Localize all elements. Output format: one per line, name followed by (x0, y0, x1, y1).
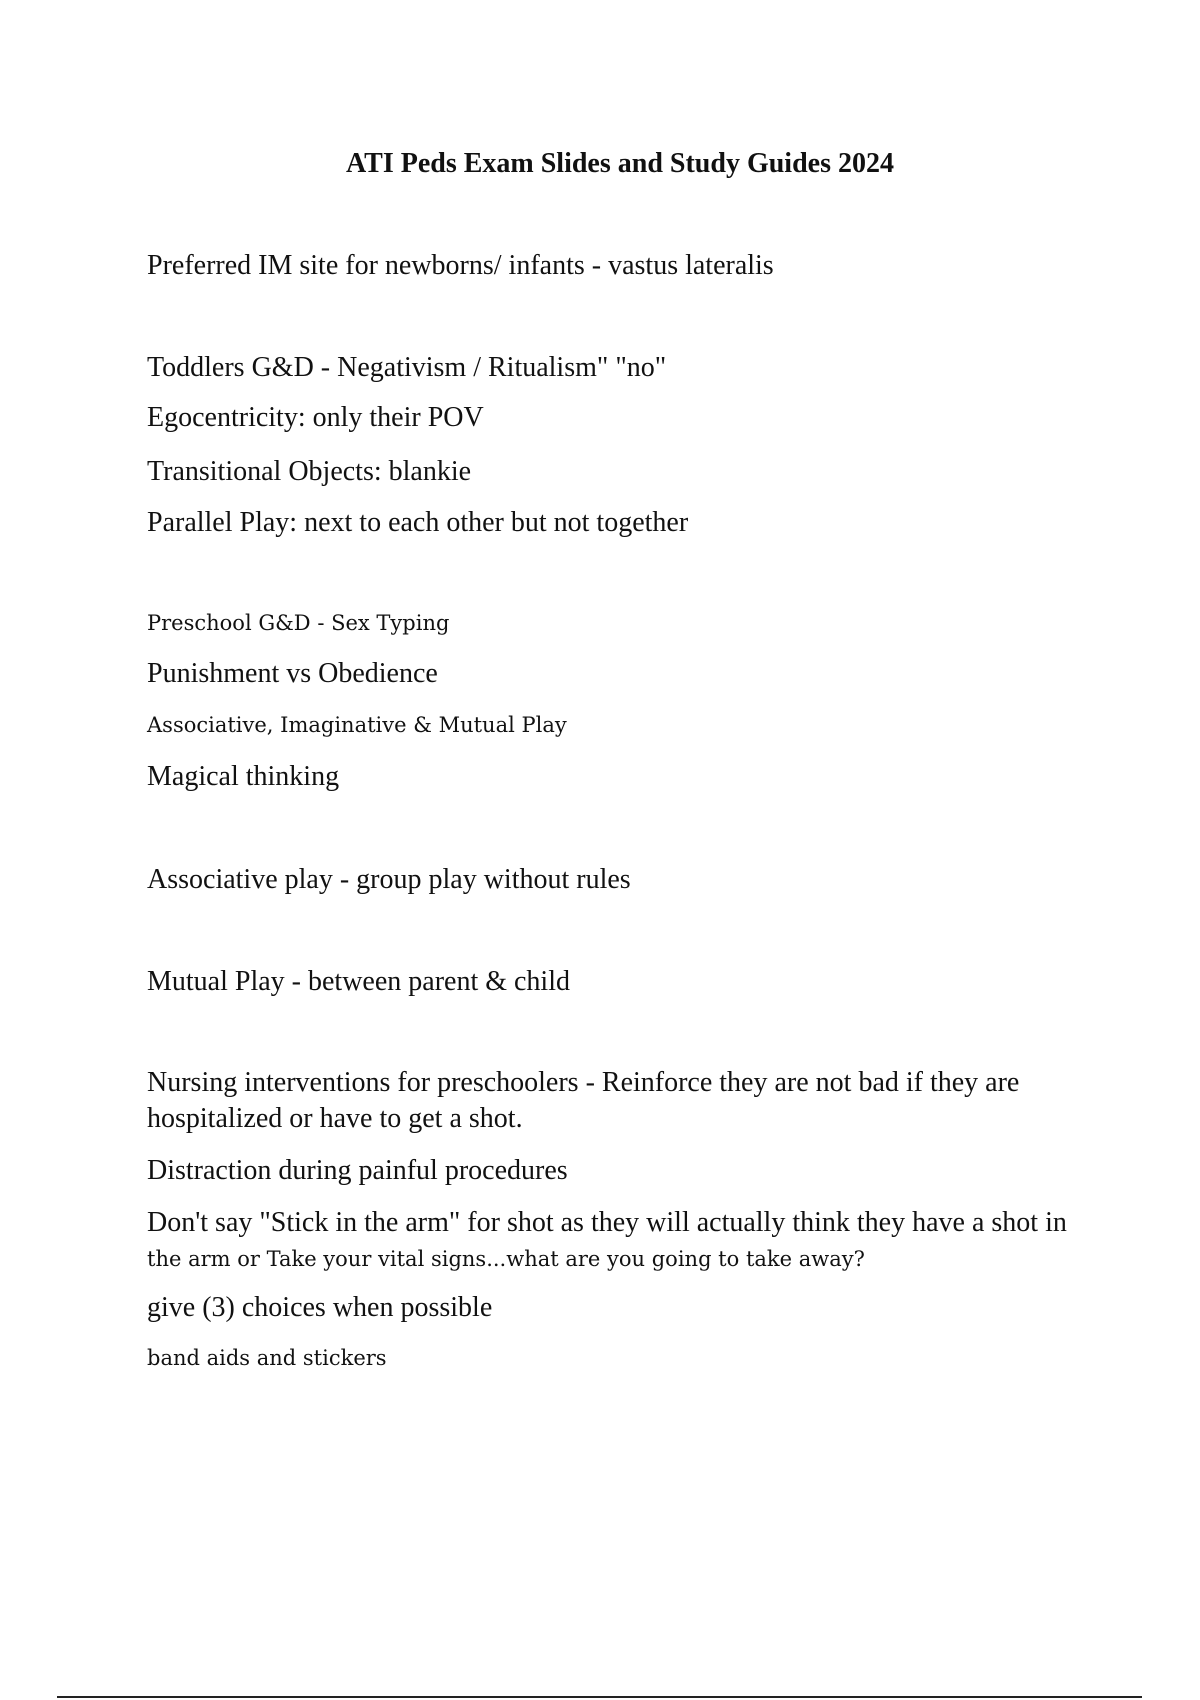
footer-divider (57, 1696, 1142, 1698)
note-play-types: Associative, Imaginative & Mutual Play (147, 713, 567, 737)
note-nursing-interventions: Nursing interventions for preschoolers - Reinforce they are not bad if they are hospitalized or have to get a shot. (147, 1067, 1020, 1134)
note-im-site: Preferred IM site for newborns/ infants - vastus lateralis (147, 250, 774, 281)
note-stick-in-arm: Don't say "Stick in the arm" for shot as they will actually think they have a shot in (147, 1207, 1067, 1238)
note-mutual-play: Mutual Play - between parent & child (147, 966, 570, 997)
note-magical-thinking: Magical thinking (147, 761, 340, 792)
note-associative-play: Associative play - group play without rules (147, 864, 631, 895)
note-punishment: Punishment vs Obedience (147, 658, 438, 689)
note-choices: give (3) choices when possible (147, 1292, 493, 1323)
note-band-aids: band aids and stickers (147, 1346, 387, 1370)
note-transitional-objects: Transitional Objects: blankie (147, 456, 472, 487)
document-title: ATI Peds Exam Slides and Study Guides 2024 (346, 148, 894, 179)
note-parallel-play: Parallel Play: next to each other but not together (147, 507, 689, 538)
note-vital-signs: the arm or Take your vital signs...what are you going to take away? (147, 1247, 865, 1271)
note-toddlers-gd: Toddlers G&D - Negativism / Ritualism" "no" (147, 352, 667, 383)
note-distraction: Distraction during painful procedures (147, 1155, 568, 1186)
note-egocentricity: Egocentricity: only their POV (147, 402, 484, 433)
note-preschool-gd: Preschool G&D - Sex Typing (147, 611, 450, 635)
